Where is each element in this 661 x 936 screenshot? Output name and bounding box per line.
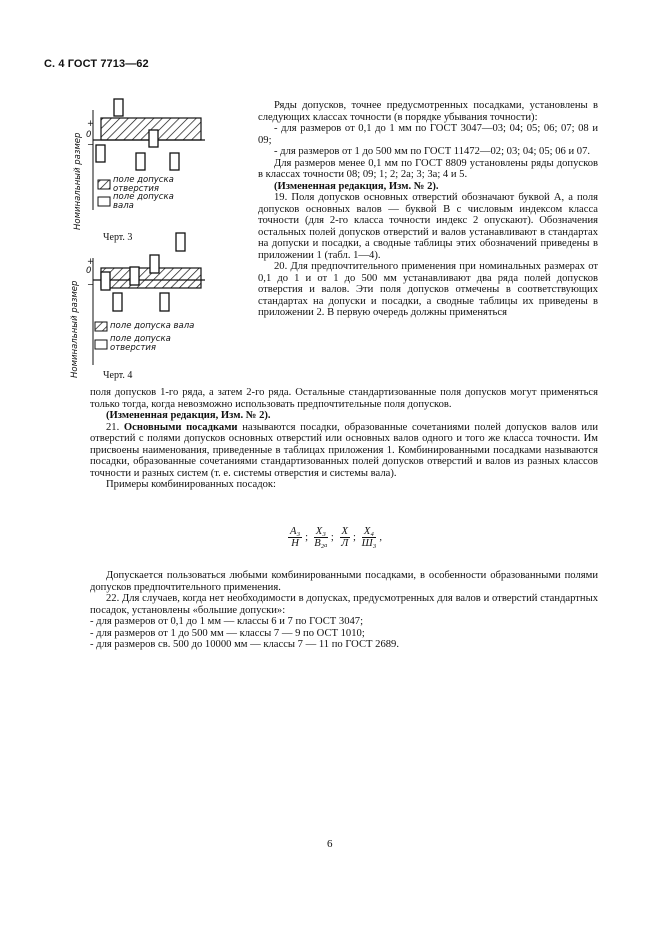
list-item: - для размеров от 1 до 500 мм — классы 7 — 9 по ОСТ 1010; [90,627,365,639]
fit-example: $\frac{\text{A₃}}{H}$ [290,526,301,549]
paragraph-21: 21. Основными посадками называются посадки, образованные сочетаниями полей допусков валов или отверстий с полями допусков основных отверстий или основных валов одного и того же класса точности. Им присвоены наименования, приведенные в таблицах приложения 1. Комбинированными посадками называются посадки, образованные сочетаниями стандартизованных полей допусков отверстий и валов из разных классов точности и разных систем (т. е. системы отверстия и системы вала). [90,421,599,479]
paragraph: Ряды допусков, точнее предусмотренных посадками, установлены в следующих классах точности (в порядке убывания точности): [258,100,598,123]
fig3-plus: + [87,119,95,129]
amendment-note: (Измененная редакция, Изм. № 2). [106,410,271,421]
fit-example: $\frac{\text{X₄}}{\text{Ш₃}}$ [361,526,377,549]
fig4-minus: − [87,280,95,290]
fig4-caption: Черт. 4 [103,370,133,381]
paragraph: - для размеров от 0,1 до 1 мм по ГОСТ 3047—03; 04; 05; 06; 07; 08 и 09; [258,123,598,146]
fig4-legend-shaft: поле допуска вала [110,321,195,331]
examples-intro: Примеры комбинированных посадок: [106,479,276,490]
fig4-legend-hole: поле допуска отверстия [110,334,171,353]
fig3-minus: − [87,140,95,150]
fig4-zero: 0 [86,266,92,276]
full-width-text-lower [90,570,598,651]
fig3-caption: Черт. 3 [103,232,133,243]
paragraph-20-continued: поля допусков 1-го ряда, а затем 2-го ряда. Остальные стандартизованные поля допусков могут применяться только тогда, когда невозможно использовать предпочтительные поля допусков. [90,387,598,410]
right-column-text [258,100,598,319]
page-number: 6 [327,838,333,850]
fit-example: $\frac{X}{Л}$ [341,526,349,549]
paragraph: - для размеров от 1 до 500 мм по ГОСТ 11472—02; 03; 04; 05; 06 и 07. [274,146,591,157]
fig3-legend-hole: поле допуска отверстия [113,175,174,194]
fig3-axis-label: Номинальный размер [73,132,83,230]
fig4-plus: + [87,257,95,267]
paragraph: Допускается пользоваться любыми комбинированными посадками, в особенности образованными полями допусков предпочтительного применения. [90,570,598,593]
fig3-legend-shaft: поле допуска вала [113,192,174,211]
combined-fits-examples: $\frac{\text{A₃}}{H}$ ; $\frac{\text{X₃}}{\text{B₂ₐ}}$ ; $\frac{X}{Л}$ ; $\frac{\text{X₄}}{\text{Ш₃}}$ , [290,526,382,549]
amendment-note: (Измененная редакция, Изм. № 2). [274,180,439,192]
paragraph-20: 20. Для предпочтительного применения при номинальных размерах от 0,1 до 1 и от 1 до 500 мм устанавливают два ряда полей допусков отверстия и валов. Эти поля допусков отмечены в соответствующих стандартах на допуски и посадки, а сводные таблицы их приведены в приложении 2. В первую очередь должны применяться [258,261,598,318]
list-item: - для размеров от 0,1 до 1 мм — классы 6 и 7 по ГОСТ 3047; [90,616,364,627]
paragraph-22: 22. Для случаев, когда нет необходимости в допусках, предусмотренных для валов и отверстий стандартных посадок, установлены «большие допуски»: [90,593,598,616]
list-item: - для размеров св. 500 до 10000 мм — классы 7 — 11 по ГОСТ 2689. [90,639,399,650]
fit-example: $\frac{\text{X₃}}{\text{B₂ₐ}}$ [314,526,328,549]
fig3-zero: 0 [86,130,92,140]
full-width-text [90,387,598,491]
paragraph-19: 19. Поля допусков основных отверстий обозначают буквой А, а поля допусков основных валов — буквой В с числовым индексом класса точности (для 2-го класса точности индекс 2 опускают). Обозначения остальных полей допусков отверстий и валов устанавливают в стандартах на допуски и посадки, а сводные таблицы этих обозначений приведены в приложении 1 (табл. 1—4). [258,192,598,261]
paragraph: Для размеров менее 0,1 мм по ГОСТ 8809 установлены ряды допусков в классах точности 08; 09; 1; 2; 2а; 3; 3а; 4 и 5. [258,157,598,180]
page-header: С. 4 ГОСТ 7713—62 [44,58,149,70]
fig4-axis-label: Номинальный размер [70,280,80,378]
